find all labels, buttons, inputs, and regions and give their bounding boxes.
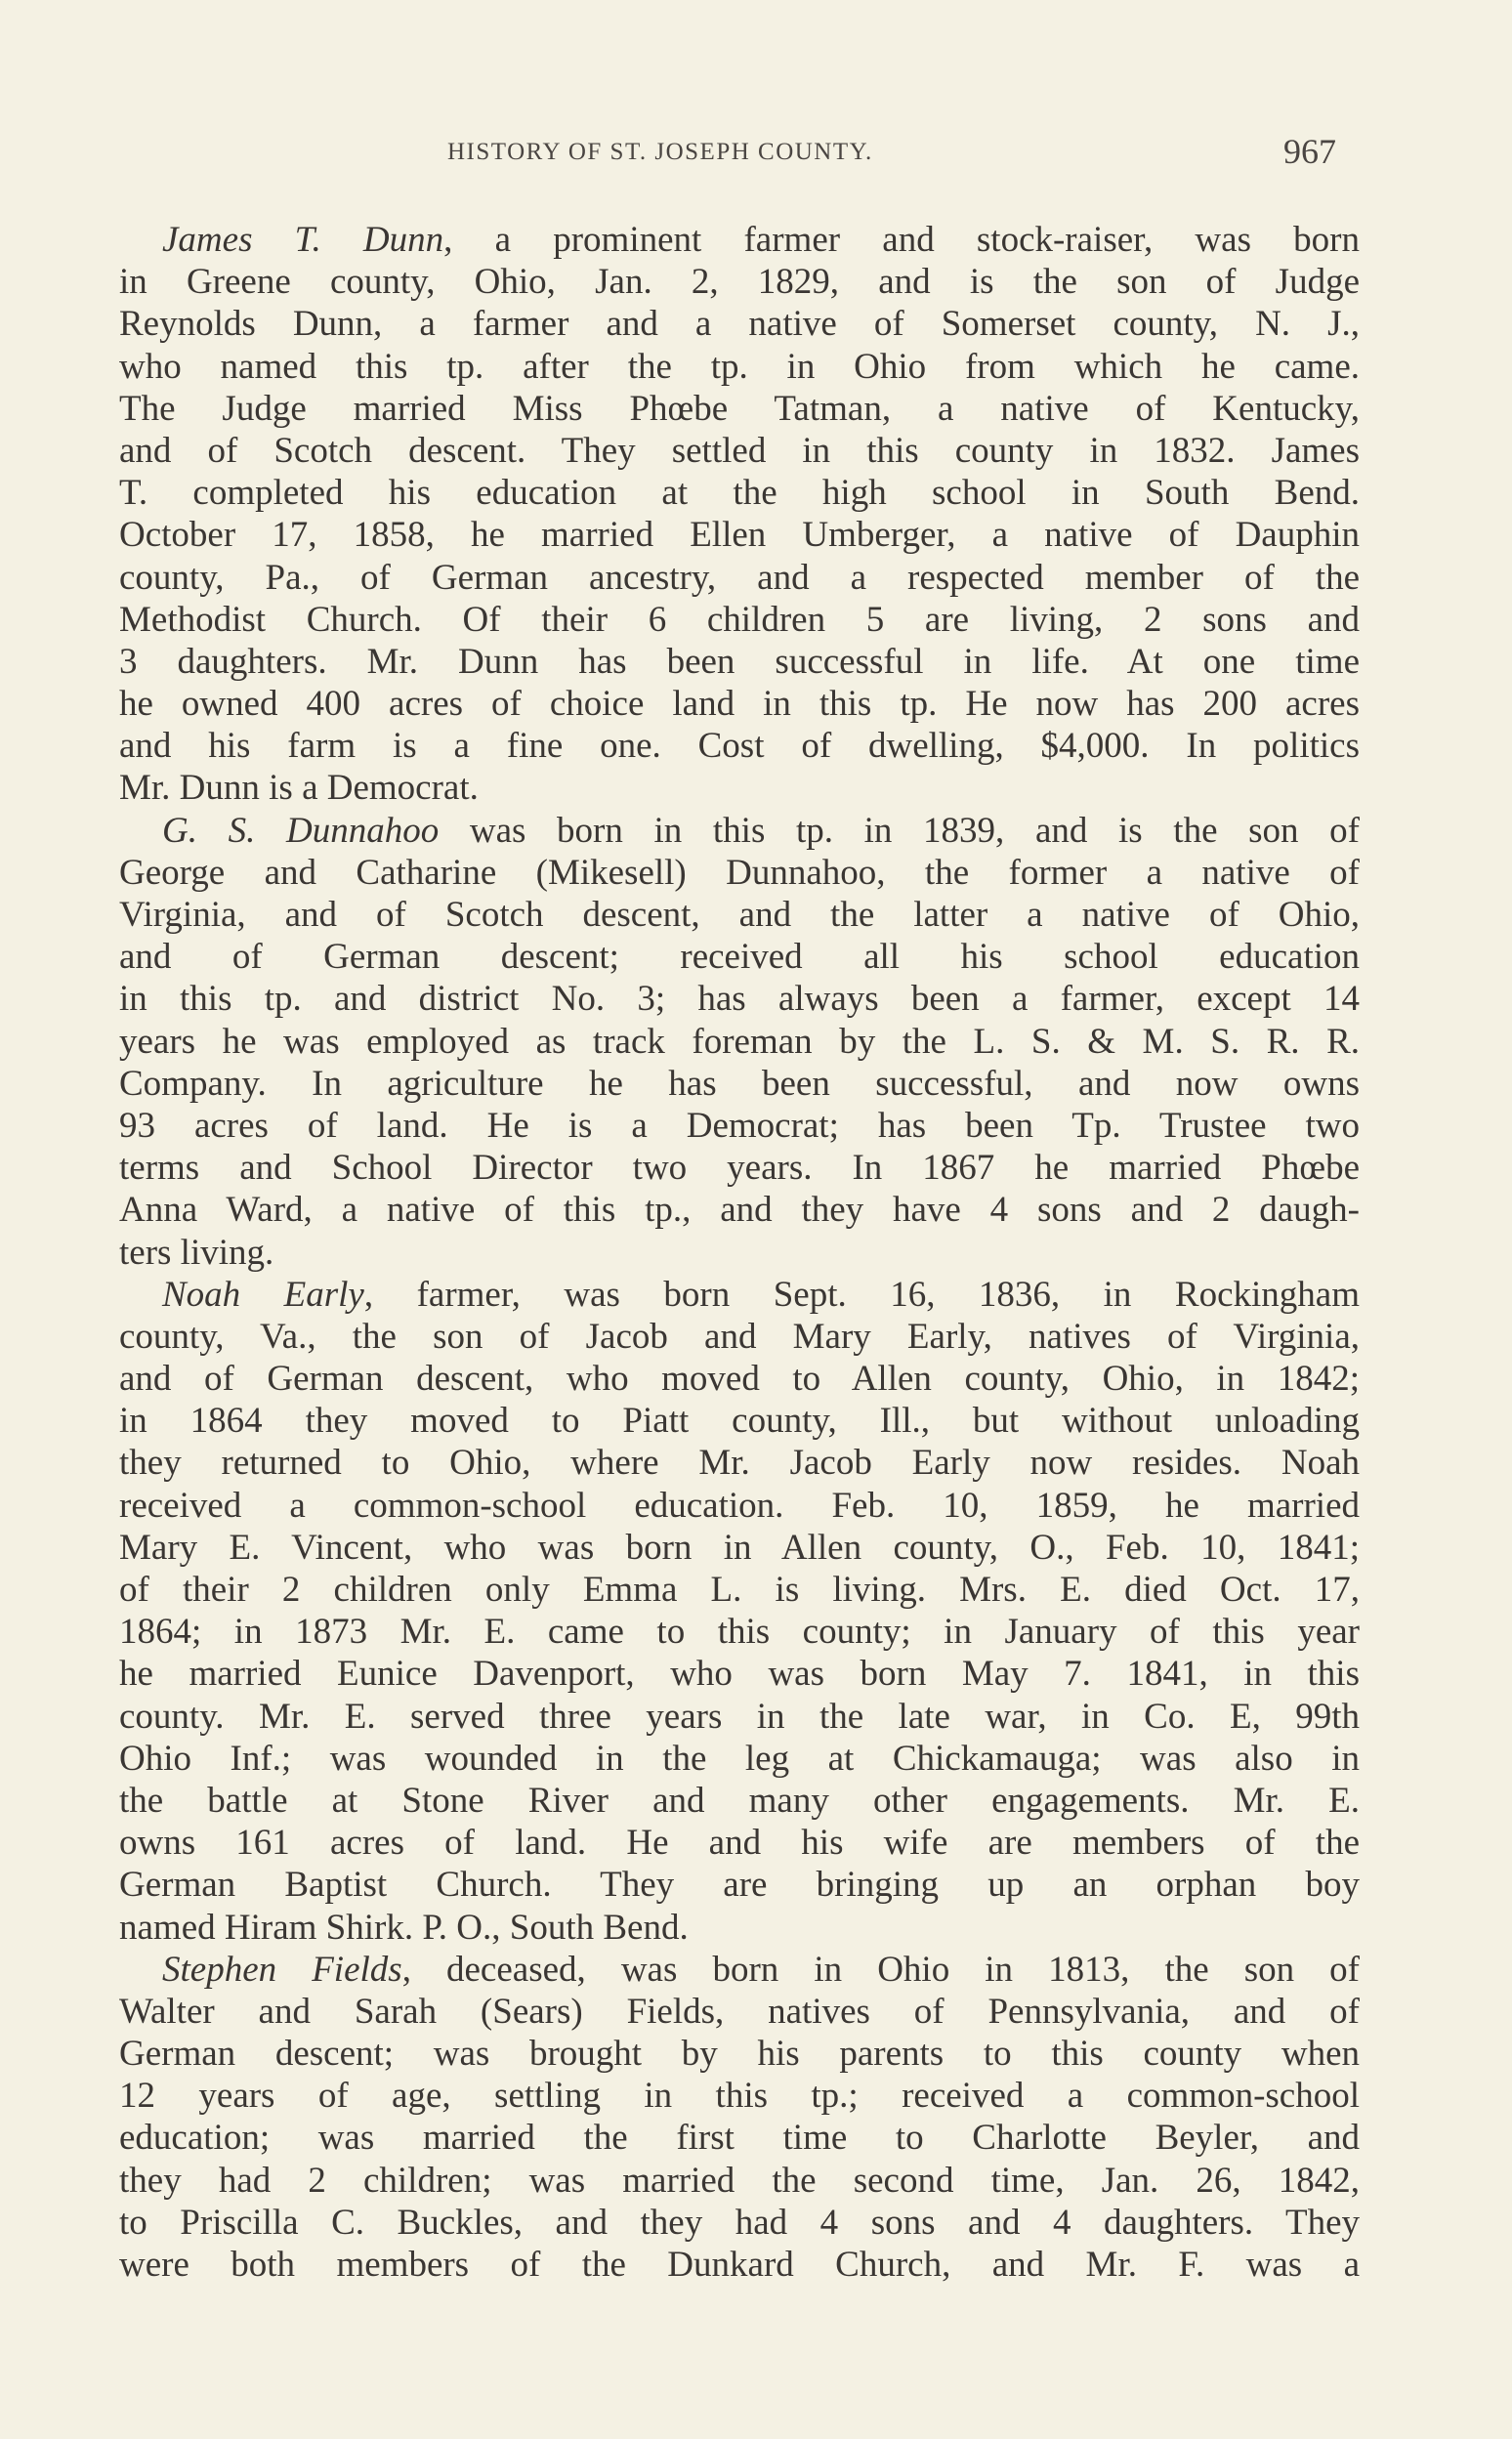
line-text: who named this tp. after the tp. in Ohio from which he came.	[119, 346, 1360, 387]
text-line	[119, 1569, 1360, 1611]
line-content	[119, 852, 1360, 894]
text-line	[119, 1738, 1360, 1780]
text-line	[119, 1063, 1360, 1105]
line-content	[119, 1147, 1360, 1189]
line-text: ters living.	[119, 1232, 274, 1273]
text-line	[119, 1527, 1360, 1569]
text-line	[119, 1822, 1360, 1864]
line-text: German descent; was brought by his parents to this county when	[119, 2034, 1360, 2075]
line-content	[119, 1696, 1360, 1738]
line-content	[119, 2117, 1360, 2159]
person-name: G. S. Dunnahoo	[162, 810, 440, 851]
text-line	[119, 1316, 1360, 1358]
page-body	[119, 219, 1360, 2286]
line-text: Reynolds Dunn, a farmer and a native of Somerset county, N. J.,	[119, 304, 1360, 345]
line-content	[119, 683, 1360, 725]
text-line	[119, 725, 1360, 767]
line-content	[119, 978, 1360, 1020]
text-line	[119, 936, 1360, 978]
biography-paragraph	[119, 810, 1360, 1274]
line-text: the battle at Stone River and many other engagements. Mr. E.	[119, 1780, 1360, 1821]
page-number: 967	[1283, 132, 1336, 171]
line-text: he married Eunice Davenport, who was born May 7. 1841, in this	[119, 1654, 1360, 1695]
line-text: county, Va., the son of Jacob and Mary Early, natives of Virginia,	[119, 1316, 1360, 1357]
line-text: of their 2 children only Emma L. is living. Mrs. E. died Oct. 17,	[119, 1570, 1360, 1610]
line-text: 12 years of age, settling in this tp.; received a common-school	[119, 2076, 1360, 2117]
text-line	[119, 2202, 1360, 2244]
text-line	[119, 1105, 1360, 1147]
text-line	[119, 1358, 1360, 1400]
line-text: owns 161 acres of land. He and his wife are members of the	[119, 1823, 1360, 1864]
text-line	[119, 557, 1360, 599]
text-line	[119, 514, 1360, 556]
line-text: education; was married the first time to Charlotte Beyler, and	[119, 2118, 1360, 2159]
text-line	[119, 599, 1360, 641]
text-line	[119, 894, 1360, 936]
text-line	[119, 1949, 1360, 1991]
line-text: George and Catharine (Mikesell) Dunnahoo, the former a native of	[119, 852, 1360, 893]
text-line	[119, 1864, 1360, 1906]
line-content	[119, 1991, 1360, 2033]
person-name: James T. Dunn	[162, 220, 444, 260]
line-content	[119, 1738, 1360, 1780]
line-text: were both members of the Dunkard Church, and Mr. F. was a	[119, 2245, 1360, 2285]
line-text: German Baptist Church. They are bringing up an orphan boy	[119, 1865, 1360, 1906]
line-content	[119, 767, 1360, 809]
running-title: HISTORY OF ST. JOSEPH COUNTY.	[447, 139, 873, 165]
biography-paragraph	[119, 219, 1360, 810]
line-text: and of German descent; received all his school education	[119, 937, 1360, 978]
line-content	[119, 1907, 1360, 1949]
line-text: county. Mr. E. served three years in the late war, in Co. E, 99th	[119, 1696, 1360, 1737]
line-text: to Priscilla C. Buckles, and they had 4 sons and 4 daughters. They	[119, 2202, 1360, 2243]
line-text: The Judge married Miss Phœbe Tatman, a native of Kentucky,	[119, 388, 1360, 429]
line-text: Mr. Dunn is a Democrat.	[119, 768, 479, 809]
line-text: named Hiram Shirk. P. O., South Bend.	[119, 1907, 689, 1948]
line-text: Company. In agriculture he has been successful, and now owns	[119, 1063, 1360, 1104]
line-text: and of Scotch descent. They settled in this county in 1832. James	[119, 430, 1360, 471]
line-content	[119, 1105, 1360, 1147]
text-line	[119, 303, 1360, 345]
line-text: T. completed his education at the high school in South Bend.	[119, 473, 1360, 514]
line-content	[119, 1822, 1360, 1864]
text-line	[119, 978, 1360, 1020]
line-content	[119, 2244, 1360, 2286]
text-line	[119, 261, 1360, 303]
line-content	[119, 1485, 1360, 1527]
line-text: Anna Ward, a native of this tp., and they have 4 sons and 2 daugh-	[119, 1190, 1360, 1231]
line-content	[119, 936, 1360, 978]
line-content	[119, 303, 1360, 345]
line-content	[119, 2075, 1360, 2117]
text-line	[119, 430, 1360, 472]
text-line	[119, 1442, 1360, 1484]
text-line	[119, 1653, 1360, 1695]
text-line	[119, 2117, 1360, 2159]
text-line	[119, 1485, 1360, 1527]
line-content	[119, 2160, 1360, 2202]
line-content	[162, 1949, 1360, 1991]
text-line	[119, 683, 1360, 725]
line-content	[119, 430, 1360, 472]
line-text: 93 acres of land. He is a Democrat; has been Tp. Trustee two	[119, 1105, 1360, 1146]
line-text: 3 daughters. Mr. Dunn has been successful in life. At one time	[119, 641, 1360, 682]
line-text: years he was employed as track foreman by the L. S. & M. S. R. R.	[119, 1021, 1360, 1062]
text-line	[119, 1274, 1360, 1316]
line-content	[119, 599, 1360, 641]
line-text: Ohio Inf.; was wounded in the leg at Chickamauga; was also in	[119, 1738, 1360, 1779]
line-content	[119, 1864, 1360, 1906]
line-content	[119, 1611, 1360, 1653]
text-line	[119, 641, 1360, 683]
line-content	[119, 472, 1360, 514]
line-text: Walter and Sarah (Sears) Fields, natives of Pennsylvania, and of	[119, 1991, 1360, 2032]
text-line	[119, 388, 1360, 430]
text-line	[119, 1696, 1360, 1738]
line-content	[162, 810, 1360, 852]
line-content	[119, 1569, 1360, 1611]
text-line	[119, 472, 1360, 514]
line-content	[119, 725, 1360, 767]
line-text: they had 2 children; was married the second time, Jan. 26, 1842,	[119, 2160, 1360, 2201]
page-header	[0, 132, 1512, 174]
line-content	[162, 219, 1360, 261]
text-line	[119, 2033, 1360, 2075]
line-text: in this tp. and district No. 3; has always been a farmer, except 14	[119, 979, 1360, 1020]
text-line	[119, 1611, 1360, 1653]
line-content	[119, 261, 1360, 303]
text-line	[119, 2244, 1360, 2286]
line-text: October 17, 1858, he married Ellen Umberger, a native of Dauphin	[119, 515, 1360, 556]
line-text: 1864; in 1873 Mr. E. came to this county; in January of this year	[119, 1612, 1360, 1653]
line-text: was born in this tp. in 1839, and is the son of	[439, 810, 1360, 851]
line-content	[119, 1442, 1360, 1484]
line-text: , a prominent farmer and stock-raiser, was born	[443, 220, 1360, 260]
line-text: , deceased, was born in Ohio in 1813, the son of	[401, 1949, 1361, 1990]
line-text: county, Pa., of German ancestry, and a respected member of the	[119, 557, 1360, 598]
line-content	[119, 1400, 1360, 1442]
text-line	[119, 810, 1360, 852]
person-name: Stephen Fields	[162, 1949, 402, 1990]
line-content	[119, 894, 1360, 936]
text-line	[119, 1907, 1360, 1949]
text-line	[119, 1232, 1360, 1274]
line-content	[119, 641, 1360, 683]
line-text: and his farm is a fine one. Cost of dwelling, $4,000. In politics	[119, 726, 1360, 767]
line-content	[162, 1274, 1360, 1316]
text-line	[119, 1780, 1360, 1822]
line-text: , farmer, was born Sept. 16, 1836, in Rockingham	[363, 1274, 1360, 1315]
line-text: Methodist Church. Of their 6 children 5 are living, 2 sons and	[119, 599, 1360, 640]
text-line	[119, 346, 1360, 388]
line-content	[119, 1527, 1360, 1569]
text-line	[119, 219, 1360, 261]
text-line	[119, 1991, 1360, 2033]
line-text: in Greene county, Ohio, Jan. 2, 1829, and is the son of Judge	[119, 262, 1360, 303]
line-text: in 1864 they moved to Piatt county, Ill., but without unloading	[119, 1401, 1360, 1442]
line-content	[119, 1358, 1360, 1400]
line-content	[119, 1780, 1360, 1822]
line-content	[119, 1021, 1360, 1063]
line-content	[119, 1189, 1360, 1231]
text-line	[119, 852, 1360, 894]
biography-paragraph	[119, 1949, 1360, 2287]
line-content	[119, 1316, 1360, 1358]
line-content	[119, 2202, 1360, 2244]
line-text: Mary E. Vincent, who was born in Allen county, O., Feb. 10, 1841;	[119, 1527, 1360, 1568]
text-line	[119, 1400, 1360, 1442]
line-text: they returned to Ohio, where Mr. Jacob Early now resides. Noah	[119, 1443, 1360, 1484]
line-content	[119, 1232, 1360, 1274]
text-line	[119, 767, 1360, 809]
person-name: Noah Early	[162, 1274, 364, 1315]
line-content	[119, 2033, 1360, 2075]
line-content	[119, 1653, 1360, 1695]
line-text: he owned 400 acres of choice land in this tp. He now has 200 acres	[119, 684, 1360, 725]
line-content	[119, 346, 1360, 388]
line-content	[119, 1063, 1360, 1105]
text-line	[119, 2075, 1360, 2117]
text-line	[119, 1147, 1360, 1189]
line-text: and of German descent, who moved to Allen county, Ohio, in 1842;	[119, 1359, 1360, 1400]
biography-paragraph	[119, 1274, 1360, 1949]
line-content	[119, 557, 1360, 599]
text-line	[119, 1021, 1360, 1063]
line-content	[119, 514, 1360, 556]
line-text: Virginia, and of Scotch descent, and the latter a native of Ohio,	[119, 895, 1360, 935]
text-line	[119, 2160, 1360, 2202]
line-text: terms and School Director two years. In 1867 he married Phœbe	[119, 1148, 1360, 1189]
line-content	[119, 388, 1360, 430]
line-text: received a common-school education. Feb. 10, 1859, he married	[119, 1485, 1360, 1526]
text-line	[119, 1189, 1360, 1231]
